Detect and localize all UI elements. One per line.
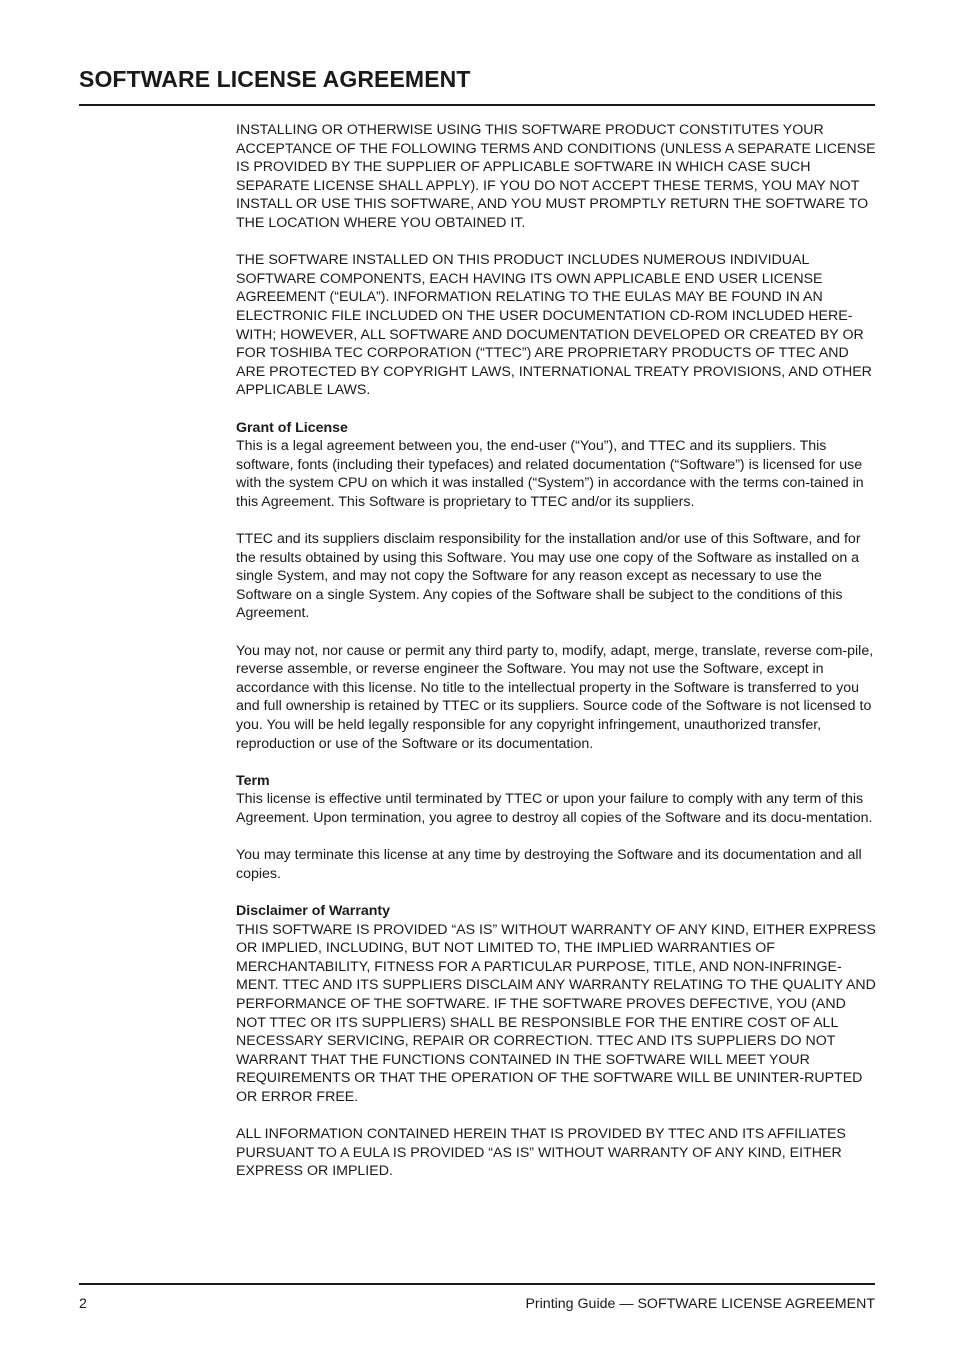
disclaimer-heading: Disclaimer of Warranty	[236, 902, 391, 919]
grant-paragraph-3: You may not, nor cause or permit any third party to, modify, adapt, merge, translate, reverse com-pile, reverse assemble, or reverse engineer the Software. You may not use the Software, except in accordance with this license. No title to the intellectual property in the Software is transferred to you and full ownership is retained by TTEC or its suppliers. Source code of the Software is not licensed to you. You will be held legally responsible for any copyright infringement, unauthorized transfer, reproduction or use of the Software or its documentation.	[236, 642, 874, 752]
grant-of-license-section	[236, 419, 877, 512]
grant-of-license-heading: Grant of License	[236, 419, 348, 436]
page-number: 2	[79, 1296, 87, 1312]
disclaimer-paragraph-2: ALL INFORMATION CONTAINED HEREIN THAT IS PROVIDED BY TTEC AND ITS AFFILIATES PURSUANT TO A EULA IS PROVIDED “AS IS” WITHOUT WARRANTY OF ANY KIND, EITHER EXPRESS OR IMPLIED.	[236, 1126, 846, 1180]
term-section	[236, 772, 877, 828]
term-paragraph-2: You may terminate this license at any time by destroying the Software and its documentation and all copies.	[236, 847, 862, 882]
grant-paragraph-2: TTEC and its suppliers disclaim responsibility for the installation and/or use of this Software, and for the results obtained by using this Software. You may use one copy of the Software as installed on a single System, and may not copy the Software for any reason except as necessary to use the Software on a single System. Any copies of the Software shall be subject to the conditions of this Agreement.	[236, 531, 861, 622]
page-title: SOFTWARE LICENSE AGREEMENT	[79, 66, 471, 92]
header-divider	[79, 104, 875, 106]
grant-paragraph-1: This is a legal agreement between you, the end-user (“You”), and TTEC and its suppliers. This software, fonts (including their typefaces) and related documentation (“Software”) is licensed for use with the system CPU on which it was installed (“System”) in accordance with the terms con-tained in this Agreement. This Software is proprietary to TTEC and/or its suppliers.	[236, 438, 864, 510]
intro-paragraph-2: THE SOFTWARE INSTALLED ON THIS PRODUCT INCLUDES NUMEROUS INDIVIDUAL SOFTWARE COMPONENTS, EACH HAVING ITS OWN APPLICABLE END USER LICENSE AGREEMENT (“EULA”). INFORMATION RELATING TO THE EULAS MAY BE FOUND IN AN ELECTRONIC FILE INCLUDED ON THE USER DOCUMENTATION CD-ROM INCLUDED HERE-WITH; HOWEVER, ALL SOFTWARE AND DOCUMENTATION DEVELOPED OR CREATED BY OR FOR TOSHIBA TEC CORPORATION (“TTEC”) ARE PROPRIETARY PRODUCTS OF TTEC AND ARE PROTECTED BY COPYRIGHT LAWS, INTERNATIONAL TREATY PROVISIONS, AND OTHER APPLICABLE LAWS.	[236, 252, 872, 399]
term-paragraph-1: This license is effective until terminated by TTEC or upon your failure to comply with any term of this Agreement. Upon termination, you agree to destroy all copies of the Software and its docu-mentation.	[236, 791, 873, 826]
footer-divider	[79, 1283, 875, 1285]
agreement-body	[236, 121, 877, 1199]
running-footer-title: Printing Guide — SOFTWARE LICENSE AGREEMENT	[525, 1296, 875, 1312]
term-heading: Term	[236, 772, 270, 789]
intro-paragraph-1: INSTALLING OR OTHERWISE USING THIS SOFTWARE PRODUCT CONSTITUTES YOUR ACCEPTANCE OF THE FOLLOWING TERMS AND CONDITIONS (UNLESS A SEPARATE LICENSE IS PROVIDED BY THE SUPPLIER OF APPLICABLE SOFTWARE IN WHICH CASE SUCH SEPARATE LICENSE SHALL APPLY). IF YOU DO NOT ACCEPT THESE TERMS, YOU MAY NOT INSTALL OR USE THIS SOFTWARE, AND YOU MUST PROMPTLY RETURN THE SOFTWARE TO THE LOCATION WHERE YOU OBTAINED IT.	[236, 122, 876, 231]
disclaimer-paragraph-1: THIS SOFTWARE IS PROVIDED “AS IS” WITHOUT WARRANTY OF ANY KIND, EITHER EXPRESS OR IMPLIED, INCLUDING, BUT NOT LIMITED TO, THE IMPLIED WARRANTIES OF MERCHANTABILITY, FITNESS FOR A PARTICULAR PURPOSE, TITLE, AND NON-INFRINGE-MENT. TTEC AND ITS SUPPLIERS DISCLAIM ANY WARRANTY RELATING TO THE QUALITY AND PERFORMANCE OF THE SOFTWARE. IF THE SOFTWARE PROVES DEFECTIVE, YOU (AND NOT TTEC OR ITS SUPPLIERS) SHALL BE RESPONSIBLE FOR THE ENTIRE COST OF ALL NECESSARY SERVICING, REPAIR OR CORRECTION. TTEC AND ITS SUPPLIERS DO NOT WARRANT THAT THE FUNCTIONS CONTAINED IN THE SOFTWARE WILL MEET YOUR REQUIREMENTS OR THAT THE OPERATION OF THE SOFTWARE WILL BE UNINTER-RUPTED OR ERROR FREE.	[236, 921, 876, 1105]
disclaimer-section	[236, 902, 877, 1107]
